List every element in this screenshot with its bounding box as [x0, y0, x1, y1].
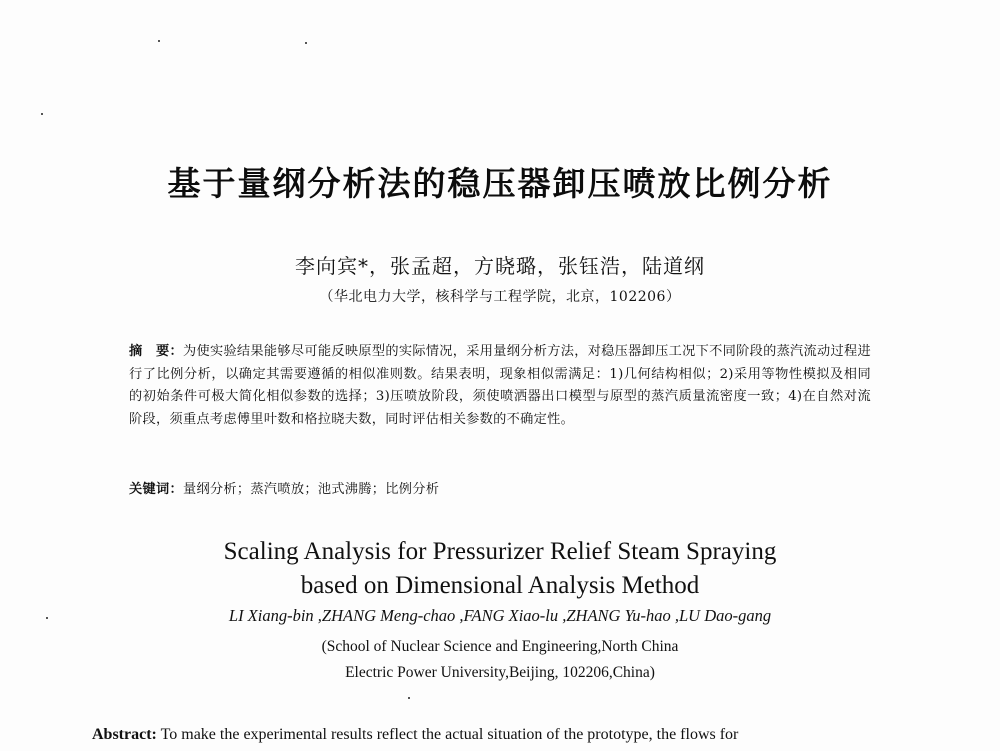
keywords-cn: [129, 479, 871, 502]
affiliation-en-line2: Electric Power University,Beijing, 102206,China): [345, 664, 655, 681]
paper-title-cn: 基于量纲分析法的稳压器卸压喷放比例分析: [167, 164, 833, 203]
authors-cn: 李向宾*，张孟超，方晓璐，张钰浩，陆道纲: [295, 254, 705, 278]
abstract-cn-label: 摘 要：: [129, 344, 183, 359]
scan-speck: [41, 113, 43, 115]
keywords-cn-text: 量纲分析；蒸汽喷放；池式沸腾；比例分析: [182, 482, 440, 497]
affiliation-en-line1: (School of Nuclear Science and Engineering,North China: [321, 638, 679, 655]
affiliation-en: [0, 634, 1000, 686]
affiliation-cn: （华北电力大学，核科学与工程学院，北京，102206）: [319, 289, 681, 305]
abstract-cn-text: 为使实验结果能够尽可能反映原型的实际情况，采用量纲分析方法，对稳压器卸压工况下不同阶段的蒸汽流动过程进行了比例分析，以确定其需要遵循的相似准则数。结果表明，现象相似需满足：1)几何结构相似；2)采用等物性模拟及相同的初始条件可极大简化相似参数的选择；3)压喷放阶段，须使喷洒器出口模型与原型的蒸汽质量流密度一致；4)在自然对流阶段，须重点考虑傅里叶数和格拉晓夫数，同时评估相关参数的不确定性。: [129, 344, 871, 427]
authors-en: LI Xiang-bin ,ZHANG Meng-chao ,FANG Xiao-lu ,ZHANG Yu-hao ,LU Dao-gang: [228, 606, 772, 625]
scan-speck: [158, 40, 160, 42]
scan-speck: [408, 697, 410, 699]
abstract-en-label: Abstract:: [92, 726, 157, 743]
paper-title-en-line1: Scaling Analysis for Pressurizer Relief Steam Spraying: [223, 538, 777, 565]
abstract-en-text: To make the experimental results reflect the actual situation of the prototype, the flows for: [156, 726, 739, 743]
abstract-cn: [129, 341, 871, 431]
keywords-cn-label: 关键词：: [129, 482, 183, 497]
paper-title-en: [0, 535, 1000, 603]
scan-speck: [305, 42, 307, 44]
paper-title-en-line2: based on Dimensional Analysis Method: [300, 572, 700, 599]
abstract-en: [92, 726, 912, 744]
